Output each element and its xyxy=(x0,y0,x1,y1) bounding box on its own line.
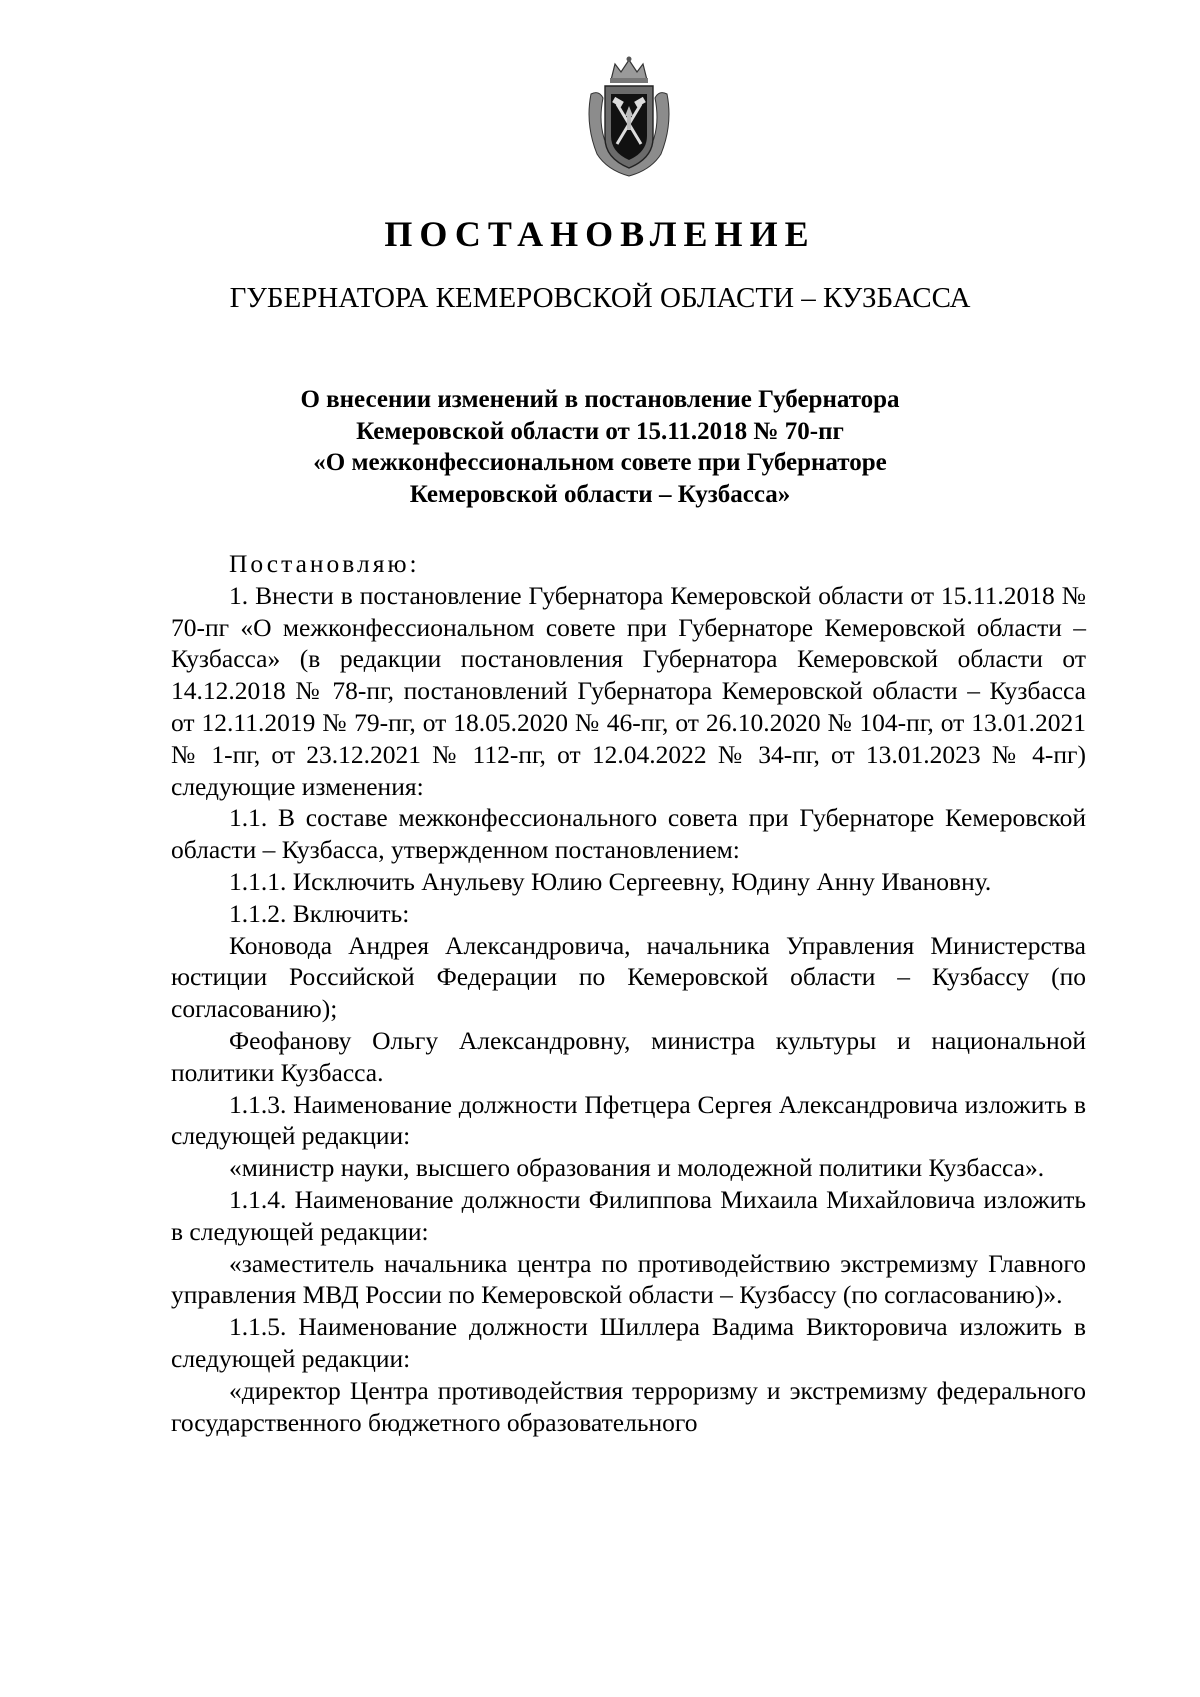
document-title: ПОСТАНОВЛЕНИЕ xyxy=(384,214,816,254)
document-heading xyxy=(240,384,960,510)
paragraph-1-1-1: 1.1.1. Исключить Анульеву Юлию Сергеевну, Юдину Анну Ивановну. xyxy=(229,866,992,896)
heading-line-1: О внесении изменений в постановление Губернатора xyxy=(300,386,900,413)
paragraph-1-1-3: 1.1.3. Наименование должности Пфетцера Сергея Александровича изложить в следующей редакции: xyxy=(171,1089,1086,1151)
paragraph-include-feofanova: Феофанову Ольгу Александровну, министра культуры и национальной политики Кузбасса. xyxy=(171,1025,1086,1087)
issuer-subtitle: ГУБЕРНАТОРА КЕМЕРОВСКОЙ ОБЛАСТИ – КУЗБАССА xyxy=(229,282,971,314)
document-body xyxy=(171,548,1086,1438)
paragraph-1-1-4: 1.1.4. Наименование должности Филиппова Михаила Михайловича изложить в следующей редакции: xyxy=(171,1184,1086,1246)
heading-line-4: Кемеровской области – Кузбасса» xyxy=(409,480,791,508)
coat-of-arms-icon xyxy=(581,54,677,178)
paragraph-1: 1. Внести в постановление Губернатора Кемеровской области от 15.11.2018 № 70-пг «О межконфессиональном совете при Губернаторе Кемеровской области – Кузбасса» (в редакции постановления Губернатора Кемеровской области от 14.12.2018 № 78-пг, постановлений Губернатора Кемеровской области – Кузбасса от 12.11.2019 № 79-пг, от 18.05.2020 № 46-пг, от 26.10.2020 № 104-пг, от 13.01.2021 № 1-пг, от 23.12.2021 № 112-пг, от 12.04.2022 № 34-пг, от 13.01.2023 № 4-пг) следующие изменения: xyxy=(171,580,1086,801)
paragraph-1-1-2: 1.1.2. Включить: xyxy=(229,898,410,928)
paragraph-quote-shiller: «директор Центра противодействия терроризму и экстремизму федерального государственного бюджетного образовательного xyxy=(171,1375,1086,1437)
heading-line-2: Кемеровской области от 15.11.2018 № 70-пг xyxy=(356,417,844,445)
paragraph-include-konovod: Коновода Андрея Александровича, начальника Управления Министерства юстиции Российской Федерации по Кемеровской области – Кузбассу (по согласованию); xyxy=(171,930,1086,1024)
paragraph-quote-filippov: «заместитель начальника центра по противодействию экстремизму Главного управления МВД России по Кемеровской области – Кузбассу (по согласованию)». xyxy=(171,1248,1086,1310)
paragraph-1-1-5: 1.1.5. Наименование должности Шиллера Вадима Викторовича изложить в следующей редакции: xyxy=(171,1312,1086,1373)
decree-word: Постановляю: xyxy=(229,549,420,578)
paragraph-quote-pfettser: «министр науки, высшего образования и молодежной политики Кузбасса». xyxy=(229,1153,1045,1183)
paragraph-1-1: 1.1. В составе межконфессионального совета при Губернаторе Кемеровской области – Кузбасса, утвержденном постановлением: xyxy=(171,803,1086,865)
heading-line-3: «О межконфессиональном совете при Губернаторе xyxy=(313,449,887,476)
